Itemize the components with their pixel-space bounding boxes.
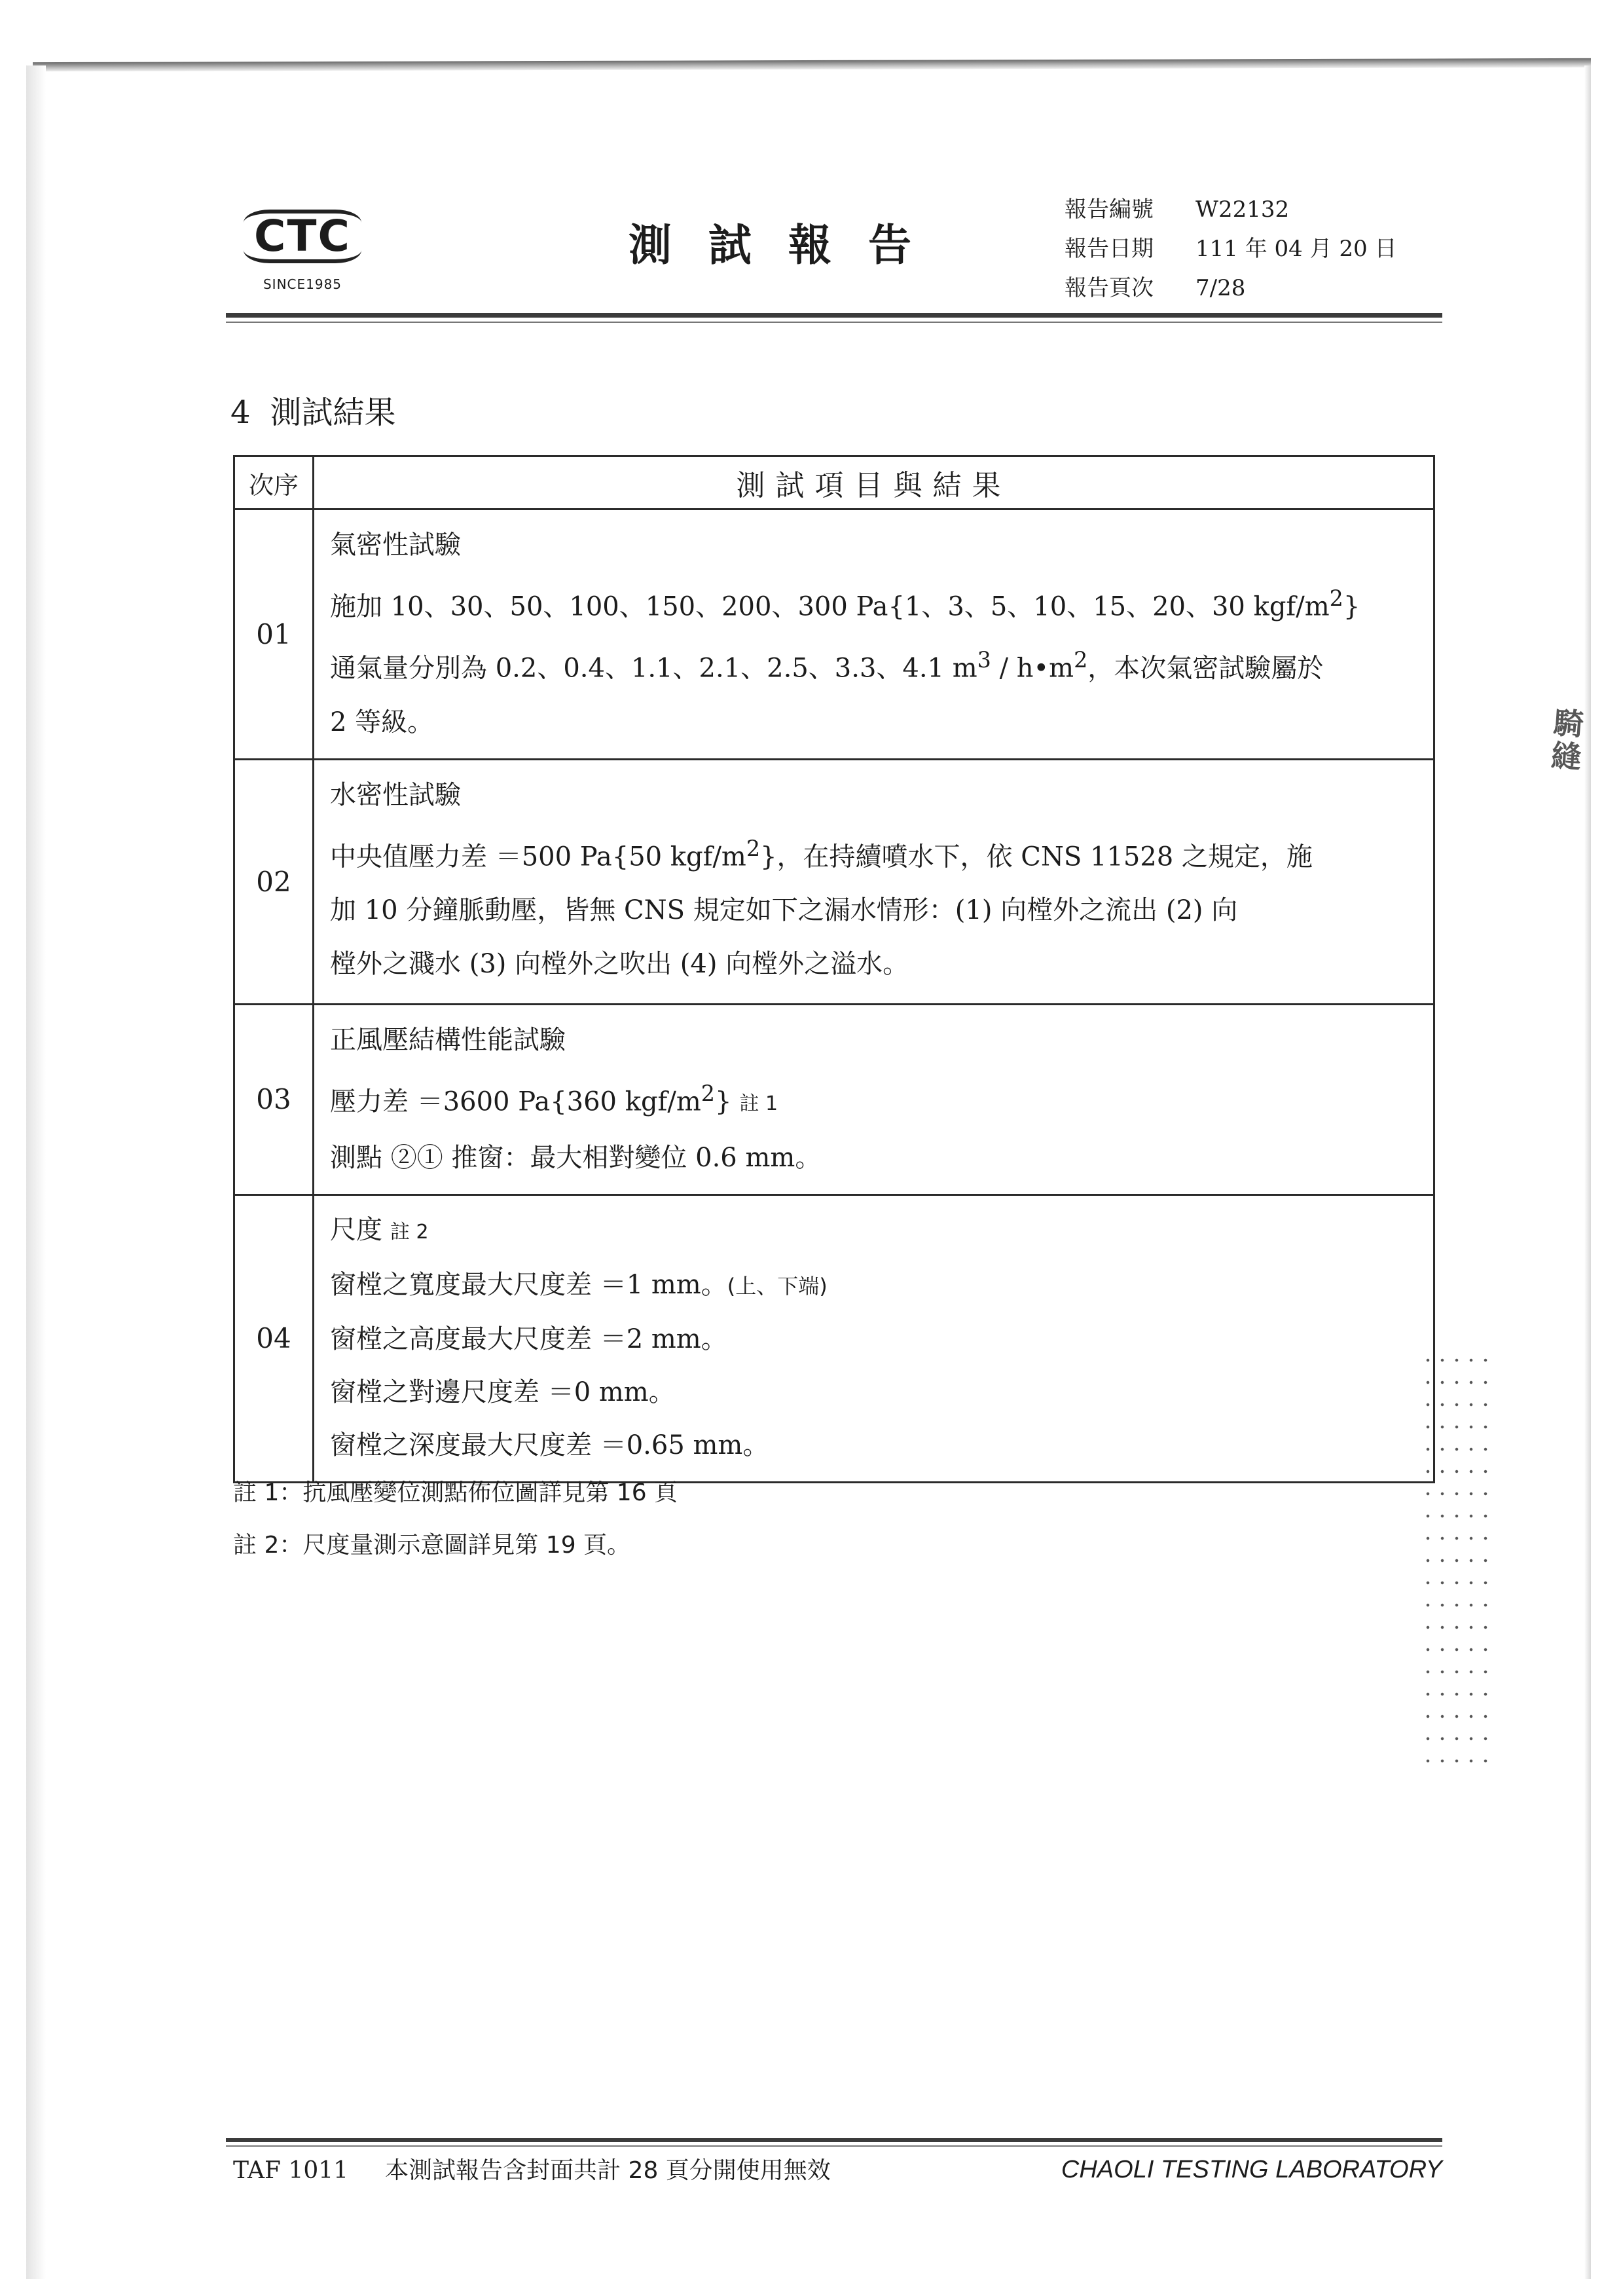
section-title [230,393,396,432]
column-header-seq: 次序 [234,456,314,509]
item-line [330,822,1420,883]
item-line: 窗樘之對邊尺度差 ＝0 mm。 [330,1377,675,1407]
report-meta [1065,190,1396,308]
row-content [314,1004,1434,1194]
item-line [330,633,1420,695]
text: / h•m [991,653,1074,684]
seam-stamp: 騎縫 [1545,706,1586,775]
section-title-text: 測試結果 [270,394,396,431]
item-line: 2 等級。 [330,707,434,737]
footer-code: TAF 1011 [233,2157,349,2184]
meta-report-date [1065,229,1396,268]
header-rule [226,313,1442,318]
text: }，在持續噴水下，依 CNS 11528 之規定，施 [760,841,1313,872]
superscript: 2 [1329,585,1343,611]
table-row [234,759,1434,1004]
meta-page-number [1065,268,1396,308]
meta-key: 報告編號 [1065,196,1154,223]
note-reference: 註 2 [390,1220,429,1244]
table-row [234,1004,1434,1194]
row-content [314,1194,1434,1482]
text: ，本次氣密試驗屬於 [1087,653,1324,684]
item-title: 正風壓結構性能試驗 [330,1024,566,1055]
item-line: 窗樘之高度最大尺度差 ＝2 mm。 [330,1324,727,1354]
footnotes [233,1467,678,1572]
footnote: 註 2：尺度量測示意圖詳見第 19 頁。 [233,1532,631,1559]
section-number: 4 [230,394,251,431]
footnote: 註 1：抗風壓變位測點佈位圖詳見第 16 頁 [233,1479,678,1506]
row-seq: 03 [234,1004,314,1194]
text: } [1343,591,1360,622]
text: 中央值壓力差 ＝500 Pa{50 kgf/m [330,841,746,872]
report-title: 測試報告 [629,220,948,270]
row-content [314,509,1434,760]
item-line: 測點 ②① 推窗：最大相對變位 0.6 mm。 [330,1142,822,1173]
scan-shadow-right [1584,65,1591,2279]
text: 壓力差 ＝3600 Pa{360 kgf/m [330,1086,701,1117]
text: } [714,1086,732,1117]
column-header-items: 測試項目與結果 [314,456,1434,509]
text: 窗樘之寬度最大尺度差 ＝1 mm。 [330,1269,727,1300]
superscript: 2 [746,835,761,861]
results-table [233,455,1435,1483]
meta-value: 111 年 04 月 20 日 [1195,236,1397,262]
item-line: 窗樘之深度最大尺度差 ＝0.65 mm。 [330,1430,769,1460]
text: 通氣量分別為 0.2、0.4、1.1、2.1、2.5、3.3、4.1 m [330,653,977,684]
row-seq: 01 [234,509,314,760]
item-line [330,1067,1420,1131]
text: 尺度 [330,1214,382,1245]
footer-rule-thin [226,2145,1442,2147]
logo-mark: CTC [244,210,361,263]
header-rule-thin [226,322,1442,323]
text: 施加 10、30、50、100、150、200、300 Pa{1、3、5、10、15、20、30 kgf/m [330,591,1330,622]
item-title [330,1204,1420,1259]
logo-since: SINCE1985 [263,276,342,292]
footer-rule [226,2138,1442,2142]
footer-left [233,2155,831,2187]
row-content [314,759,1434,1004]
item-line: 加 10 分鐘脈動壓，皆無 CNS 規定如下之漏水情形：(1) 向樘外之流出 (2) 向 [330,895,1238,925]
item-title: 水密性試驗 [330,779,461,810]
item-line [330,572,1420,633]
ctc-logo [244,210,361,292]
meta-key: 報告日期 [1065,236,1154,262]
table-header-row [234,456,1434,509]
superscript: 2 [701,1080,715,1106]
paren-note: (上、下端) [727,1273,828,1299]
row-seq: 04 [234,1194,314,1482]
meta-report-number [1065,190,1396,229]
meta-value: 7/28 [1195,275,1246,301]
scan-shadow-top [33,58,1591,71]
item-line: 樘外之濺水 (3) 向樘外之吹出 (4) 向樘外之溢水。 [330,948,909,979]
item-title: 氣密性試驗 [330,530,461,560]
scan-shadow-left [26,65,46,2279]
item-line [330,1259,1420,1313]
row-seq: 02 [234,759,314,1004]
superscript: 2 [1074,647,1088,673]
table-row [234,509,1434,760]
superscript: 3 [977,647,991,673]
table-row [234,1194,1434,1482]
meta-key: 報告頁次 [1065,275,1154,301]
footer-statement: 本測試報告含封面共計 28 頁分開使用無效 [385,2157,831,2184]
note-reference: 註 1 [739,1092,778,1115]
footer-lab-name: CHAOLI TESTING LABORATORY [1061,2156,1442,2183]
meta-value: W22132 [1195,196,1290,223]
